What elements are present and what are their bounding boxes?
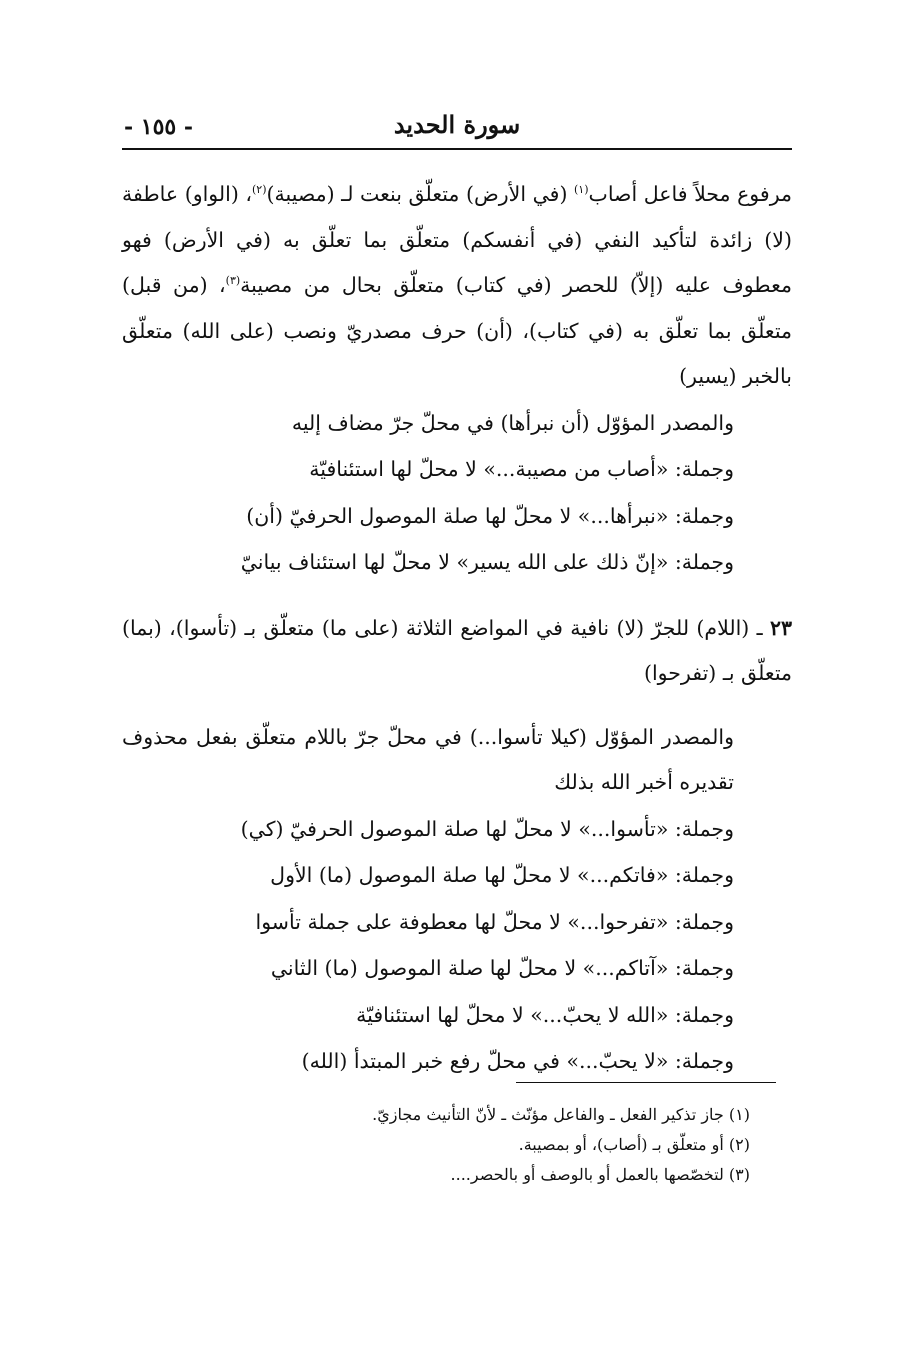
spacer <box>122 697 792 715</box>
surah-title: سورة الحديد <box>393 110 521 139</box>
paragraph-1-part-a: مرفوع محلاً فاعل أصاب <box>588 182 792 206</box>
sentence-line: وجملة: «تأسوا...» لا محلّ لها صلة الموصول الحرفيّ (كي) <box>240 816 734 841</box>
footnote-divider <box>516 1082 776 1083</box>
paragraph-1-part-b: (في الأرض) متعلّق بنعت لـ (مصيبة) <box>266 182 574 206</box>
footnote-2: (٢) أو متعلّق بـ (أصاب)، أو بمصيبة. <box>518 1135 750 1154</box>
paragraph-1-part-c: ، (الواو) عاطفة (لا) زائدة لتأكيد النفي (في أنفسكم) متعلّق بما تعلّق به (في الأرض) فهو معطوف عليه (إلاّ) للحصر (في كتاب) متعلّق بحال من مصيبة <box>122 182 792 297</box>
paragraph-2 <box>122 606 792 697</box>
page-number: - ١٥٥ - <box>124 114 194 140</box>
sentence-line: والمصدر المؤوّل (أن نبرأها) في محلّ جرّ مضاف إليه <box>291 410 734 435</box>
sentence-line: وجملة: «لا يحبّ...» في محلّ رفع خبر المبتدأ (الله) <box>301 1049 734 1073</box>
sentence-line: وجملة: «آتاكم...» لا محلّ لها صلة الموصول (ما) الثاني <box>270 956 734 980</box>
spacer <box>122 586 792 606</box>
footnote-3: (٣) لتخصّصها بالعمل أو بالوصف أو بالحصر.... <box>450 1165 750 1184</box>
page-body <box>122 172 792 1085</box>
footnote-ref-1: (١) <box>574 183 589 197</box>
paragraph-1-part-d: ، (من قبل) متعلّق بما تعلّق به (في كتاب)، (أن) حرف مصدريّ ونصب (على الله) متعلّق بالخبر (يسير) <box>122 273 792 388</box>
paragraph-1 <box>122 172 792 400</box>
verse-number: ٢٣ <box>769 615 792 640</box>
sentence-line: وجملة: «الله لا يحبّ...» لا محلّ لها استئنافيّة <box>356 1002 734 1027</box>
footnote-ref-2: (٢) <box>252 183 267 197</box>
footnote-1: (١) جاز تذكير الفعل ـ والفاعل مؤنّث ـ لأنّ التأنيث مجازيّ. <box>372 1105 750 1124</box>
sentence-line: وجملة: «إنّ ذلك على الله يسير» لا محلّ لها استئناف بيانيّ <box>240 550 734 574</box>
paragraph-3: والمصدر المؤوّل (كيلا تأسوا...) في محلّ جرّ باللام متعلّق بفعل محذوف تقديره أخبر الله بذلك <box>122 724 734 794</box>
sentence-line: وجملة: «تفرحوا...» لا محلّ لها معطوفة على جملة تأسوا <box>255 909 734 934</box>
page-header <box>122 108 792 150</box>
footnote-ref-3: (٣) <box>225 274 241 288</box>
sentence-line: وجملة: «نبرأها...» لا محلّ لها صلة الموصول الحرفيّ (أن) <box>246 503 734 528</box>
footnotes <box>200 1100 750 1190</box>
sentence-line: وجملة: «فاتكم...» لا محلّ لها صلة الموصول (ما) الأول <box>270 863 734 887</box>
sentence-line: وجملة: «أصاب من مصيبة...» لا محلّ لها استئنافيّة <box>309 457 734 481</box>
paragraph-2-text: ـ (اللام) للجرّ (لا) نافية في المواضع الثلاثة (على ما) متعلّق بـ (تأسوا)، (بما) متعلّق بـ (تفرحوا) <box>122 615 792 685</box>
